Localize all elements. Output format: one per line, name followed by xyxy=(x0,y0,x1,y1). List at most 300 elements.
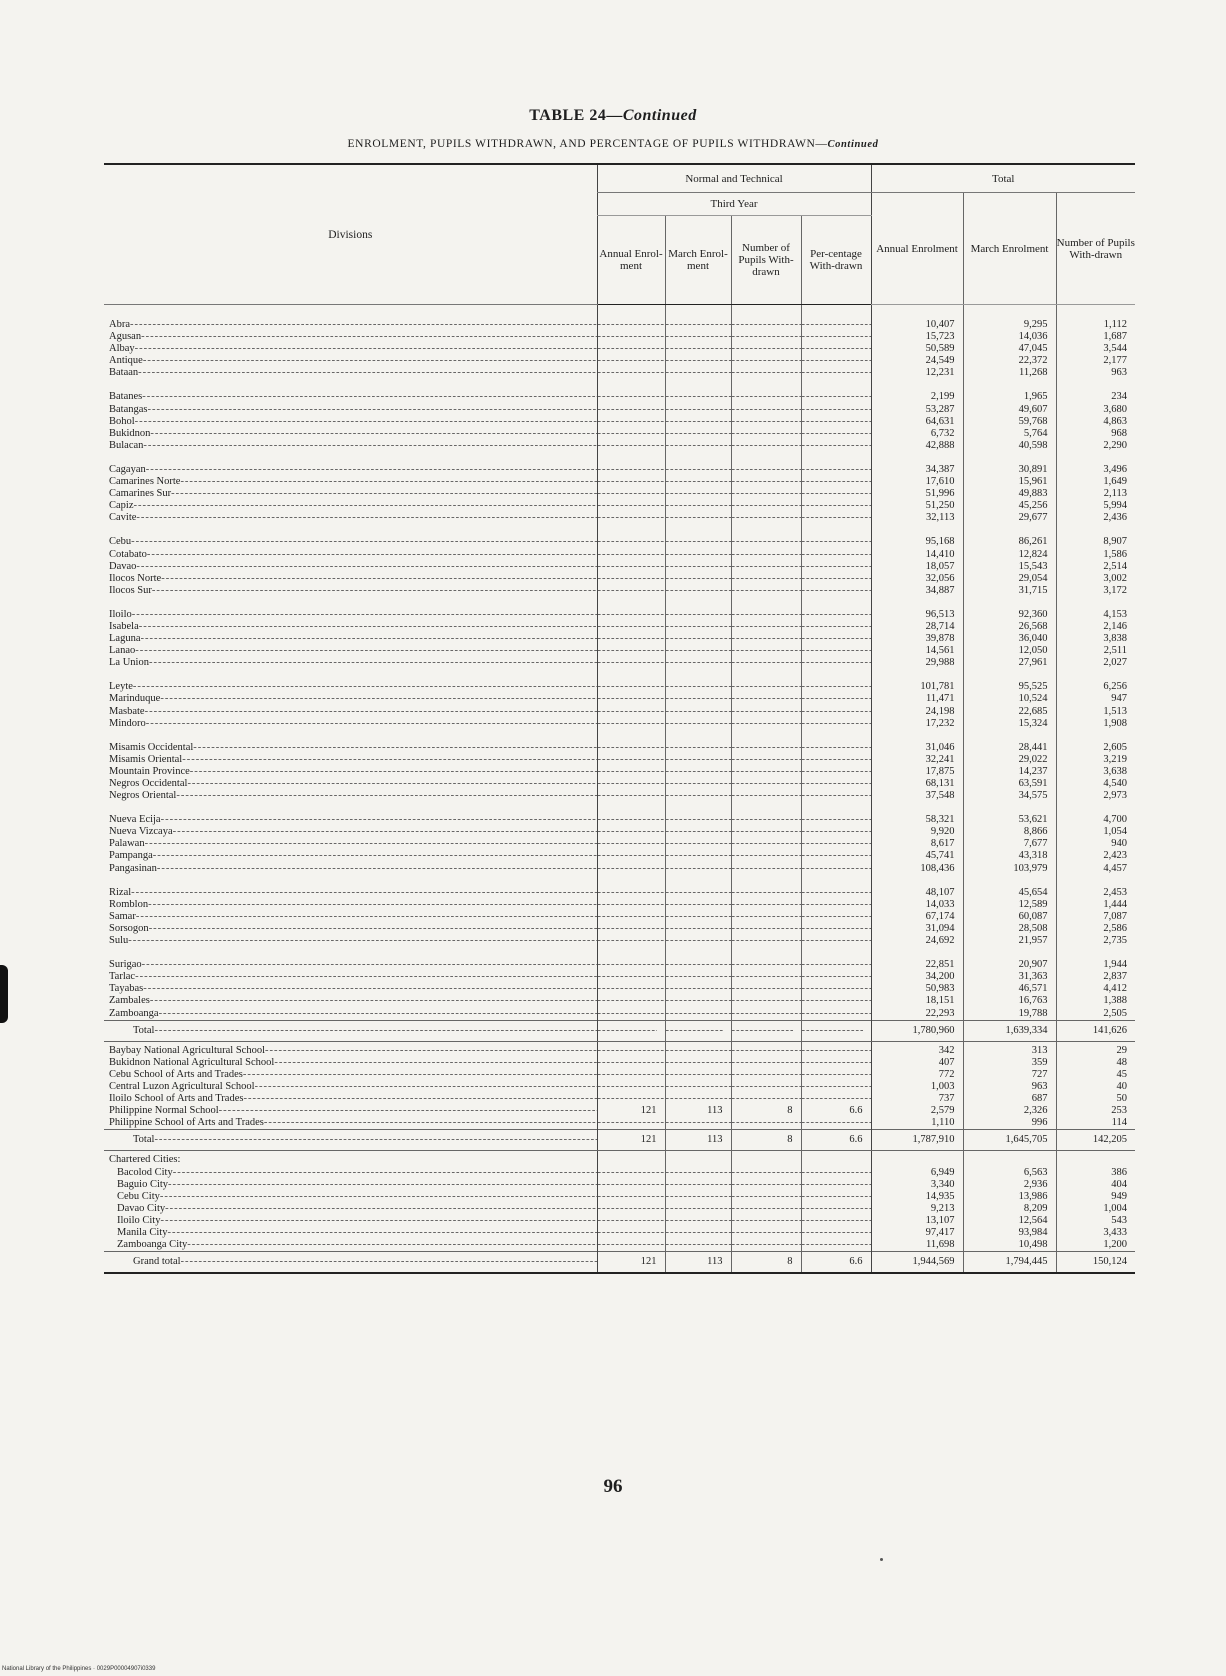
cell-value: 30,891 xyxy=(1018,463,1048,475)
cell-value: 53,287 xyxy=(925,403,955,415)
division-row xyxy=(109,367,597,379)
empty-cell xyxy=(665,730,731,802)
dash-placeholder xyxy=(802,464,871,476)
dash-placeholder xyxy=(732,657,801,669)
dash-placeholder xyxy=(732,1025,793,1037)
dash-placeholder xyxy=(666,1203,731,1215)
cell-value: 1,513 xyxy=(1103,705,1128,717)
dash-placeholder xyxy=(732,573,801,585)
dash-placeholder xyxy=(732,609,801,621)
division-name: Camarines Sur xyxy=(109,488,172,500)
dash-placeholder xyxy=(802,1045,871,1057)
withdrawn-cell xyxy=(1056,305,1135,380)
cell-value: 142,205 xyxy=(1092,1134,1128,1146)
division-name: Ilocos Sur xyxy=(109,584,152,596)
leader-dots xyxy=(255,1081,597,1093)
cell-value: 31,046 xyxy=(925,741,955,753)
dash-placeholder xyxy=(802,476,871,488)
dash-placeholder xyxy=(732,754,801,766)
total-value xyxy=(665,1252,731,1274)
dash-placeholder xyxy=(598,1203,665,1215)
dash-placeholder xyxy=(666,585,731,597)
annual-enrolment-cell xyxy=(871,597,963,669)
dash-placeholder xyxy=(666,367,731,379)
dash-placeholder xyxy=(666,331,731,343)
cell-value: 14,036 xyxy=(1018,331,1048,343)
division-name: Batangas xyxy=(109,403,148,415)
withdrawn-cell xyxy=(1056,452,1135,524)
cell-value: 93,984 xyxy=(1018,1227,1048,1238)
total-value xyxy=(1056,1252,1135,1274)
leader-dots xyxy=(265,1045,596,1057)
table-row-group xyxy=(104,802,1135,874)
dash-placeholder xyxy=(598,1117,665,1129)
empty-cell xyxy=(731,730,801,802)
leader-dots xyxy=(243,1069,597,1081)
division-name: Bataan xyxy=(109,367,139,379)
cell-value: 92,360 xyxy=(1018,608,1048,620)
dash-placeholder xyxy=(802,754,871,766)
cell-value: 21,957 xyxy=(1018,935,1048,947)
march-enrolment-cell xyxy=(963,305,1056,380)
dash-placeholder xyxy=(732,887,801,899)
cell-value: 404 xyxy=(1111,1178,1128,1190)
dash-placeholder xyxy=(598,766,665,778)
cell-value: 121 xyxy=(640,1105,657,1117)
cell-value: 40 xyxy=(1116,1080,1128,1092)
enrolment-table xyxy=(104,163,1135,1274)
cell-value: 687 xyxy=(1031,1093,1048,1105)
empty-cell xyxy=(597,524,665,596)
leader-dots xyxy=(132,609,597,621)
division-row xyxy=(109,645,597,657)
footer-credit: National Library of the Philippines · 0029P00004907i0339 xyxy=(2,1666,156,1672)
division-name: Nueva Ecija xyxy=(109,814,161,826)
cell-value: 20,907 xyxy=(1018,959,1048,971)
dash-placeholder xyxy=(802,343,871,355)
cell-value: 2,146 xyxy=(1103,620,1128,632)
division-row xyxy=(109,1008,597,1020)
division-name: Misamis Occidental xyxy=(109,741,194,753)
division-row xyxy=(109,1203,597,1215)
cell-value: 1,200 xyxy=(1103,1239,1128,1251)
dash-placeholder xyxy=(732,355,801,367)
cell-value: 1,944 xyxy=(1103,959,1128,971)
division-row xyxy=(109,609,597,621)
dash-placeholder xyxy=(802,1008,871,1020)
dash-placeholder xyxy=(598,1057,665,1069)
division-name: Baybay National Agricultural School xyxy=(109,1044,266,1056)
division-row xyxy=(109,1179,597,1191)
total-label-text: Total xyxy=(133,1024,155,1036)
dash-placeholder xyxy=(802,706,871,718)
division-row xyxy=(109,826,597,838)
dash-placeholder xyxy=(802,391,871,403)
dash-placeholder xyxy=(666,1025,723,1037)
division-row xyxy=(109,416,597,428)
cell-value: 43,318 xyxy=(1018,850,1048,862)
cell-value: 39,878 xyxy=(925,633,955,645)
dash-placeholder xyxy=(802,488,871,500)
cell-value: 2,505 xyxy=(1103,1007,1128,1019)
dash-placeholder xyxy=(598,621,665,633)
cell-value: 34,887 xyxy=(925,584,955,596)
dash-placeholder xyxy=(666,863,731,875)
dash-placeholder xyxy=(802,838,871,850)
division-names xyxy=(104,669,597,729)
dash-placeholder xyxy=(666,1215,731,1227)
dash-placeholder xyxy=(802,1117,871,1129)
empty-cell xyxy=(731,1151,801,1252)
cell-value: 2,514 xyxy=(1103,560,1128,572)
withdrawn-cell xyxy=(1056,1151,1135,1252)
dash-placeholder xyxy=(598,971,665,983)
blank-line xyxy=(802,1154,871,1166)
cell-value: 6,256 xyxy=(1103,681,1128,693)
dash-placeholder xyxy=(732,790,801,802)
cell-value: 359 xyxy=(1031,1056,1048,1068)
leader-dots xyxy=(182,754,596,766)
dash-placeholder xyxy=(802,645,871,657)
empty-cell xyxy=(665,597,731,669)
division-name: Marinduque xyxy=(109,693,161,705)
withdrawn-cell xyxy=(1056,379,1135,451)
empty-cell xyxy=(665,802,731,874)
leader-dots xyxy=(141,633,597,645)
dash-placeholder xyxy=(802,971,871,983)
division-row xyxy=(109,1167,597,1179)
division-row xyxy=(109,923,597,935)
annual-enrolment-cell xyxy=(871,730,963,802)
cell-value: 64,631 xyxy=(925,415,955,427)
empty-cell xyxy=(801,597,871,669)
leader-dots xyxy=(143,983,596,995)
cell-value: 42,888 xyxy=(925,439,955,451)
dash-placeholder xyxy=(666,766,731,778)
dash-placeholder xyxy=(732,826,801,838)
total-header: Total xyxy=(871,164,1135,193)
dash-placeholder xyxy=(732,331,801,343)
division-name: Davao xyxy=(109,560,137,572)
cell-value: 22,851 xyxy=(925,959,955,971)
cell-value: 8,866 xyxy=(1023,826,1048,838)
cell-value: 28,441 xyxy=(1018,741,1048,753)
dash-placeholder xyxy=(666,1045,731,1057)
division-name: Albay xyxy=(109,343,135,355)
cell-value: 6.6 xyxy=(849,1256,863,1268)
division-row xyxy=(109,1057,597,1069)
dash-placeholder xyxy=(802,500,871,512)
division-name: Leyte xyxy=(109,681,133,693)
cell-value: 32,113 xyxy=(926,512,955,524)
cell-value: 1,112 xyxy=(1103,319,1128,330)
empty-cell xyxy=(597,875,665,947)
division-row xyxy=(109,971,597,983)
dash-placeholder xyxy=(598,1239,665,1251)
dash-placeholder xyxy=(666,1227,731,1239)
dash-placeholder xyxy=(732,476,801,488)
dash-placeholder xyxy=(598,367,665,379)
cell-value: 45,654 xyxy=(1018,886,1048,898)
dash-placeholder xyxy=(732,633,801,645)
cell-value: 58,321 xyxy=(925,814,955,826)
cell-value: 29,022 xyxy=(1018,753,1048,765)
cell-value: 34,387 xyxy=(925,463,955,475)
leader-dots xyxy=(153,850,597,862)
cell-value: 13,986 xyxy=(1018,1190,1048,1202)
withdrawn-cell xyxy=(1056,1041,1135,1130)
third-year-header: Third Year xyxy=(597,193,871,216)
table-row-group xyxy=(104,1151,1135,1252)
division-name: Philippine Normal School xyxy=(109,1105,219,1117)
dash-placeholder xyxy=(802,826,871,838)
dash-placeholder xyxy=(802,1167,871,1179)
dash-placeholder xyxy=(732,681,801,693)
leader-dots xyxy=(135,343,597,355)
leader-dots xyxy=(148,404,597,416)
march-enrolment-cell xyxy=(963,669,1056,729)
cell-value: 22,685 xyxy=(1018,705,1048,717)
division-row xyxy=(109,331,597,343)
cell-value: 1,645,705 xyxy=(1005,1134,1048,1146)
division-row xyxy=(109,404,597,416)
cell-value: 11,471 xyxy=(926,693,955,705)
division-names xyxy=(104,379,597,451)
cell-value: 40,598 xyxy=(1018,439,1048,451)
cell-value: 50,589 xyxy=(925,343,955,355)
dash-placeholder xyxy=(802,935,871,947)
dash-placeholder xyxy=(802,512,871,524)
cell-value: 95,168 xyxy=(925,536,955,548)
cell-value: 14,561 xyxy=(925,645,955,657)
empty-cell xyxy=(731,305,801,380)
division-name: Zamboanga xyxy=(109,1007,159,1019)
dash-placeholder xyxy=(666,500,731,512)
empty-cell xyxy=(597,669,665,729)
leader-dots xyxy=(136,512,596,524)
total-value xyxy=(597,1130,665,1151)
division-names xyxy=(104,452,597,524)
leader-dots xyxy=(187,778,596,790)
cell-value: 772 xyxy=(938,1068,955,1080)
division-names xyxy=(104,802,597,874)
empty-cell xyxy=(665,305,731,380)
leader-dots xyxy=(161,573,596,585)
cell-value: 31,715 xyxy=(1018,584,1048,596)
dash-placeholder xyxy=(666,536,731,548)
cell-value: 45,741 xyxy=(925,850,955,862)
division-name: Zamboanga City xyxy=(117,1239,188,1251)
division-row xyxy=(109,1045,597,1057)
march-enrolment-cell xyxy=(963,452,1056,524)
blank-line xyxy=(872,1154,955,1166)
cell-value: 53,621 xyxy=(1018,814,1048,826)
leader-dots xyxy=(135,416,597,428)
cell-value: 8,209 xyxy=(1023,1202,1048,1214)
cell-value: 3,838 xyxy=(1103,633,1128,645)
annual-enrolment-cell xyxy=(871,947,963,1020)
empty-cell xyxy=(597,947,665,1020)
total-label xyxy=(104,1130,597,1151)
leader-dots xyxy=(168,1179,596,1191)
page-number: 96 xyxy=(603,1476,623,1497)
leader-dots xyxy=(149,923,597,935)
division-row xyxy=(109,935,597,947)
cell-value: 3,002 xyxy=(1103,572,1128,584)
dash-placeholder xyxy=(598,790,665,802)
cell-value: 5,764 xyxy=(1023,427,1048,439)
dash-placeholder xyxy=(666,1179,731,1191)
dash-placeholder xyxy=(802,1179,871,1191)
division-name: Bulacan xyxy=(109,439,144,451)
division-row xyxy=(109,621,597,633)
cell-value: 1,110 xyxy=(931,1117,955,1129)
leader-dots xyxy=(180,476,596,488)
leader-dots xyxy=(145,838,597,850)
dash-placeholder xyxy=(732,935,801,947)
empty-cell xyxy=(597,597,665,669)
leader-dots xyxy=(173,826,597,838)
cell-value: 996 xyxy=(1031,1117,1048,1129)
annual-enrolment-cell xyxy=(871,379,963,451)
dash-placeholder xyxy=(732,428,801,440)
dash-placeholder xyxy=(802,355,871,367)
dash-placeholder xyxy=(598,512,665,524)
cell-value: 4,540 xyxy=(1103,778,1128,789)
cell-value: 1,054 xyxy=(1103,826,1128,838)
leader-dots xyxy=(142,959,597,971)
cell-value: 2,177 xyxy=(1103,355,1128,367)
cell-value: 68,131 xyxy=(925,778,955,789)
cell-value: 14,033 xyxy=(925,898,955,910)
dash-placeholder xyxy=(598,814,665,826)
leader-dots xyxy=(193,742,596,754)
dash-placeholder xyxy=(666,1069,731,1081)
division-names xyxy=(104,730,597,802)
division-row xyxy=(109,549,597,561)
cell-value: 34,575 xyxy=(1018,790,1048,802)
dash-placeholder xyxy=(598,645,665,657)
dash-placeholder xyxy=(666,1081,731,1093)
leader-dots xyxy=(190,766,597,778)
dash-placeholder xyxy=(598,693,665,705)
march-enrolment-cell xyxy=(963,524,1056,596)
empty-cell xyxy=(801,379,871,451)
leader-dots xyxy=(187,1239,596,1251)
cell-value: 2,326 xyxy=(1023,1105,1048,1117)
total-value xyxy=(963,1252,1056,1274)
empty-cell xyxy=(665,875,731,947)
division-row xyxy=(109,355,597,367)
division-row xyxy=(109,428,597,440)
cell-value: 5,994 xyxy=(1103,500,1128,512)
dash-placeholder xyxy=(666,887,731,899)
empty-cell xyxy=(597,379,665,451)
empty-cell xyxy=(731,379,801,451)
cell-value: 29,988 xyxy=(925,657,955,669)
dash-placeholder xyxy=(802,790,871,802)
cell-value: 49,883 xyxy=(1018,488,1048,500)
cell-value: 114 xyxy=(1111,1117,1128,1129)
march-enrolment-cell xyxy=(963,730,1056,802)
empty-cell xyxy=(801,802,871,874)
table-body xyxy=(104,305,1135,1274)
cell-value: 59,768 xyxy=(1018,415,1048,427)
dash-placeholder xyxy=(598,561,665,573)
division-row xyxy=(109,1239,597,1251)
dash-placeholder xyxy=(666,1239,731,1251)
dash-placeholder xyxy=(598,1008,665,1020)
dash-placeholder xyxy=(598,850,665,862)
dash-placeholder xyxy=(732,706,801,718)
withdrawn-cell xyxy=(1056,597,1135,669)
dash-placeholder xyxy=(598,391,665,403)
dash-placeholder xyxy=(666,959,731,971)
dash-placeholder xyxy=(802,863,871,875)
dash-placeholder xyxy=(666,1057,731,1069)
dash-placeholder xyxy=(802,1081,871,1093)
leader-dots xyxy=(154,1025,596,1037)
cell-value: 50,983 xyxy=(925,983,955,995)
blank-line xyxy=(1057,1154,1128,1166)
dash-placeholder xyxy=(802,778,871,790)
dash-placeholder xyxy=(598,355,665,367)
cell-value: 26,568 xyxy=(1018,620,1048,632)
empty-cell xyxy=(665,524,731,596)
leader-dots xyxy=(154,1134,596,1146)
dash-placeholder xyxy=(802,1057,871,1069)
leader-dots xyxy=(176,790,596,802)
division-row xyxy=(109,561,597,573)
dash-placeholder xyxy=(732,1093,801,1105)
division-name: Cotabato xyxy=(109,548,147,560)
division-row xyxy=(109,1215,597,1227)
page-subtitle xyxy=(0,138,1226,150)
dash-placeholder xyxy=(598,1227,665,1239)
division-row xyxy=(109,391,597,403)
dash-placeholder xyxy=(598,416,665,428)
division-name: Mindoro xyxy=(109,717,146,729)
cell-value: 24,198 xyxy=(925,705,955,717)
dash-placeholder xyxy=(732,1227,801,1239)
dash-placeholder xyxy=(666,573,731,585)
cell-value: 1,004 xyxy=(1103,1202,1128,1214)
dash-placeholder xyxy=(802,621,871,633)
cell-value: 4,412 xyxy=(1103,983,1128,995)
leader-dots xyxy=(161,814,597,826)
dash-placeholder xyxy=(598,1081,665,1093)
total-value xyxy=(597,1252,665,1274)
empty-cell xyxy=(731,875,801,947)
division-names xyxy=(104,1151,597,1252)
dash-placeholder xyxy=(666,488,731,500)
dash-placeholder xyxy=(598,657,665,669)
empty-cell xyxy=(731,452,801,524)
dash-placeholder xyxy=(802,1093,871,1105)
leader-dots xyxy=(160,693,596,705)
total-value xyxy=(731,1020,801,1041)
division-row xyxy=(109,1227,597,1239)
dash-placeholder xyxy=(598,488,665,500)
cell-value: 2,027 xyxy=(1103,657,1128,669)
division-name: Nueva Vizcaya xyxy=(109,826,173,838)
dash-placeholder xyxy=(732,500,801,512)
dash-placeholder xyxy=(666,633,731,645)
march-enrolment-header: March Enrolment xyxy=(963,193,1056,305)
cell-value: 4,700 xyxy=(1103,814,1128,826)
division-row xyxy=(109,464,597,476)
total-label-text: Total xyxy=(133,1134,155,1146)
